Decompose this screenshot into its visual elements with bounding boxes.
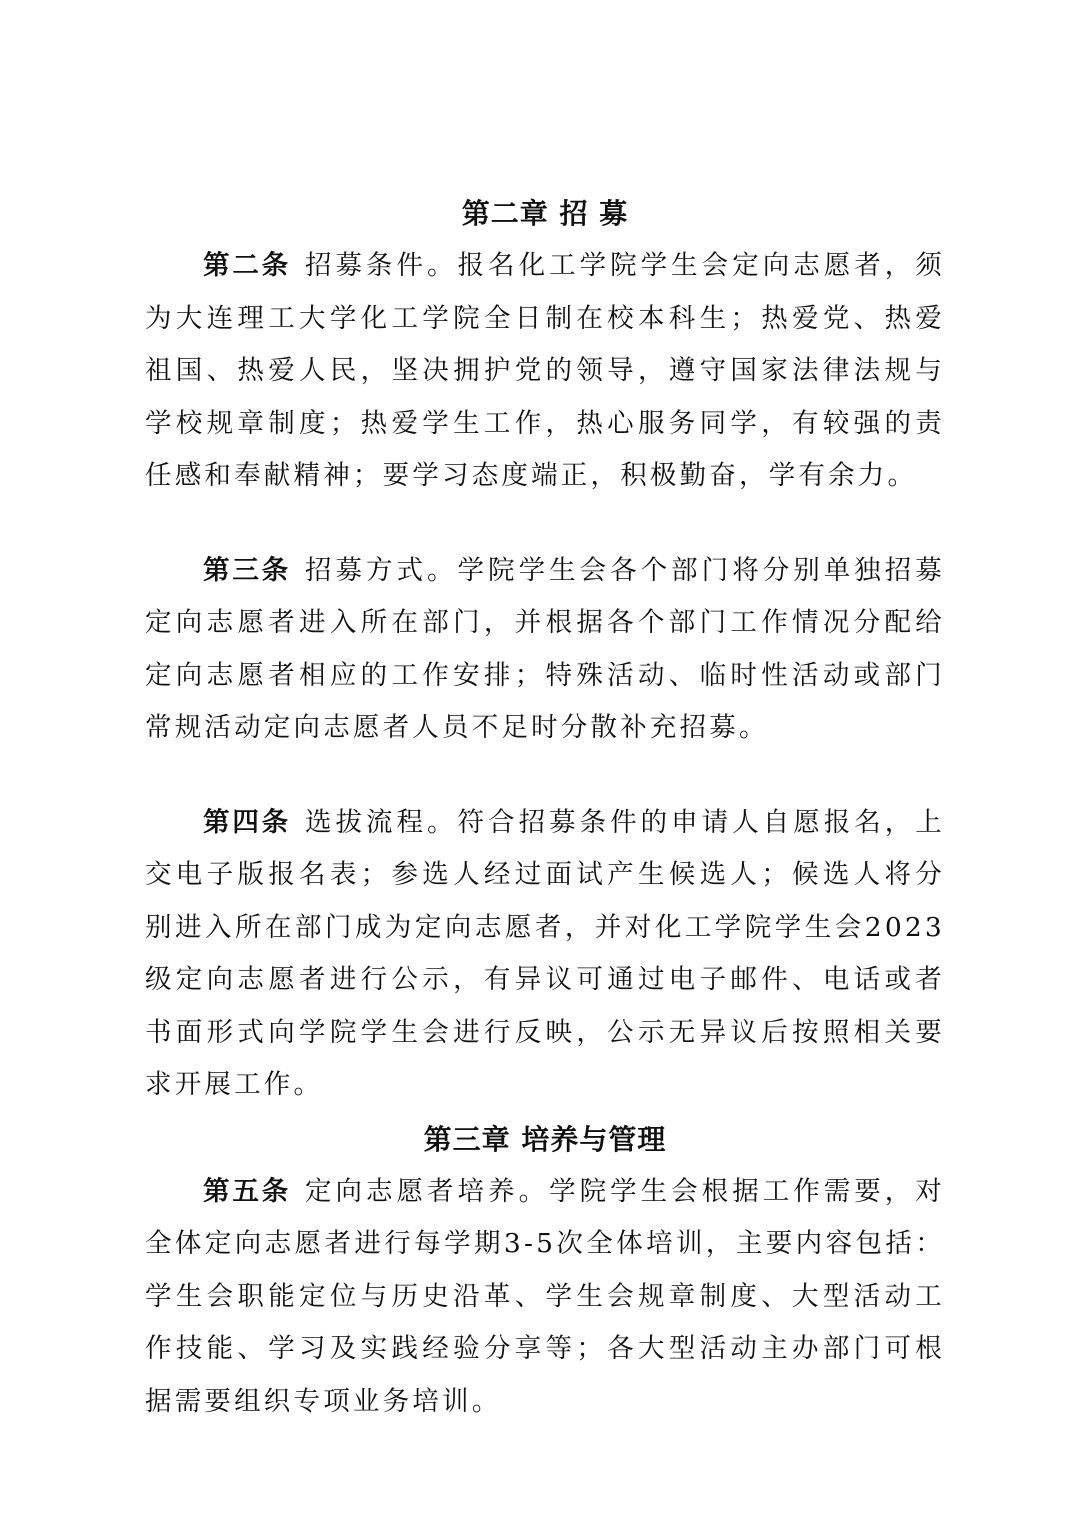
article-4-lead: 第四条 xyxy=(203,806,291,838)
article-2-text: 招募条件。报名化工学院学生会定向志愿者，须为大连理工大学化工学院全日制在校本科生；热爱党、热爱祖国、热爱人民，坚决拥护党的领导，遵守国家法律法规与学校规章制度；热爱学生工作，热心服务同学，有较强的责任感和奉献精神；要学习态度端正，积极勤奋，学有余力。 xyxy=(145,250,945,491)
chapter-title-training-management: 第三章 培养与管理 xyxy=(423,1122,667,1156)
article-3 xyxy=(145,545,945,755)
article-5-text: 定向志愿者培养。学院学生会根据工作需要，对全体定向志愿者进行每学期3-5次全体培训，主要内容包括：学生会职能定位与历史沿革、学生会规章制度、大型活动工作技能、学习及实践经验分享等；各大型活动主办部门可根据需要组织专项业务培训。 xyxy=(145,1175,945,1417)
article-3-text: 招募方式。学院学生会各个部门将分别单独招募定向志愿者进入所在部门，并根据各个部门工作情况分配给定向志愿者相应的工作安排；特殊活动、临时性活动或部门常规活动定向志愿者人员不足时分散补充招募。 xyxy=(145,554,945,743)
article-2-lead: 第二条 xyxy=(203,250,291,281)
article-4 xyxy=(145,797,945,1112)
document-content xyxy=(145,188,945,1428)
chapter-title-recruitment: 第二章 招 募 xyxy=(461,197,629,230)
article-3-lead: 第三条 xyxy=(203,554,291,586)
article-5 xyxy=(145,1166,945,1429)
article-2 xyxy=(145,240,945,503)
article-4-text: 选拔流程。符合招募条件的申请人自愿报名，上交电子版报名表；参选人经过面试产生候选人；候选人将分别进入所在部门成为定向志愿者，并对化工学院学生会2023级定向志愿者进行公示，有异议可通过电子邮件、电话或者书面形式向学院学生会进行反映，公示无异议后按照相关要求开展工作。 xyxy=(145,806,945,1100)
article-5-lead: 第五条 xyxy=(203,1175,291,1207)
